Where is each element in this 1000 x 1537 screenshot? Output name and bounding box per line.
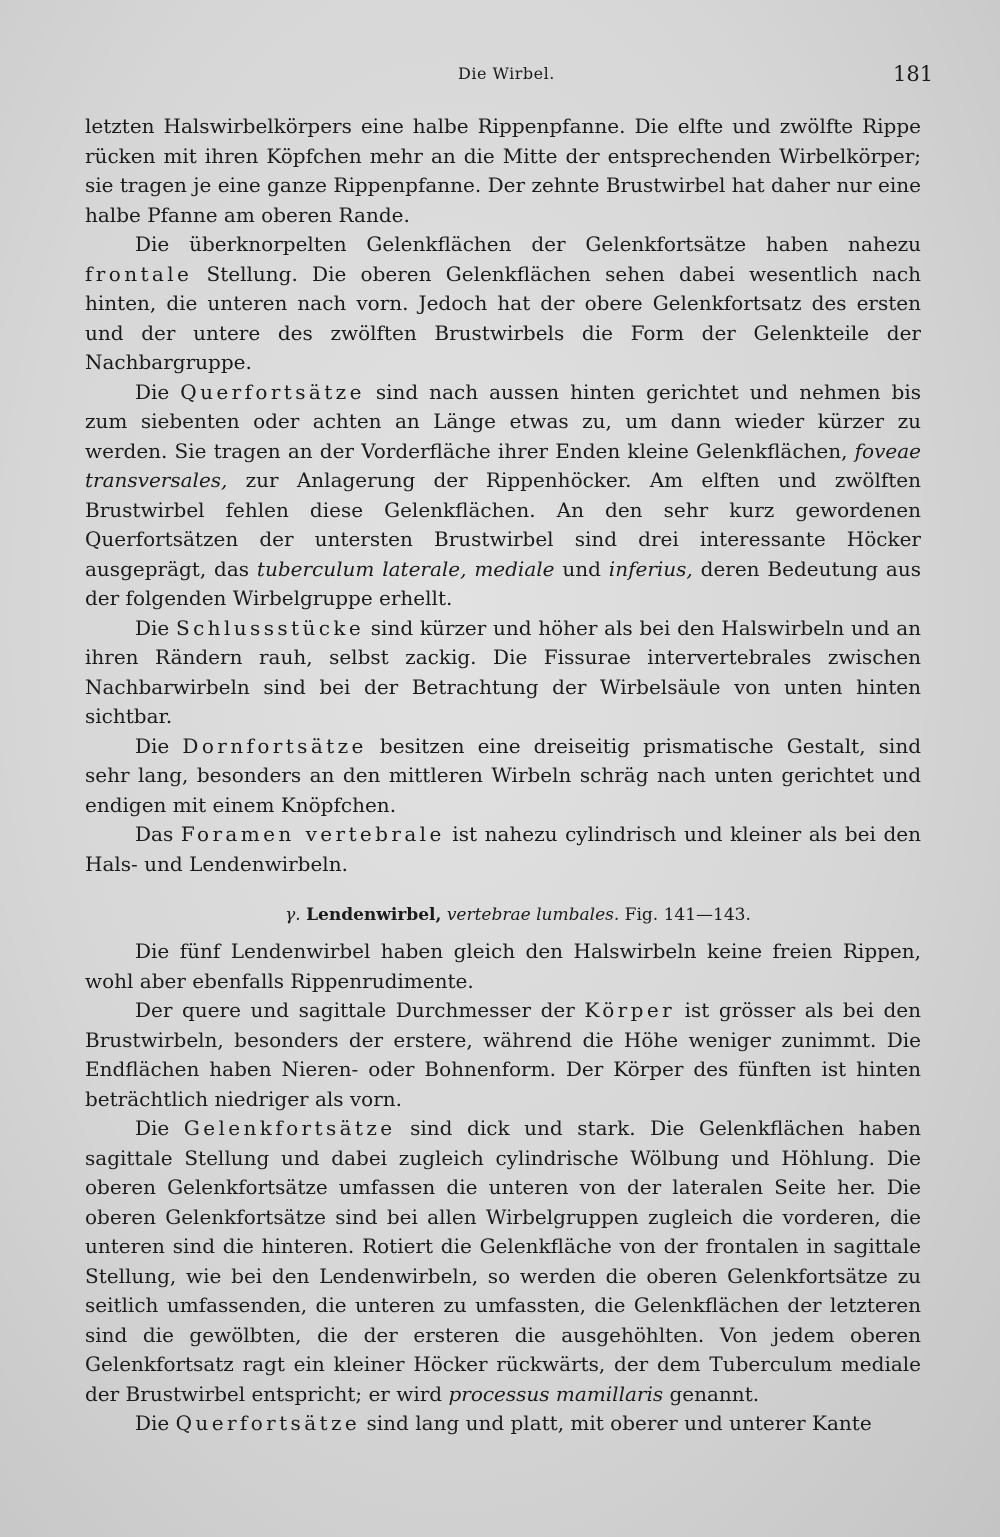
paragraph-schlussstuecke: Die Schlussstücke sind kürzer und höher als bei den Halswirbeln und an ihren Rändern rauh, selbst zackig. Die Fissurae intervertebrales zwischen Nachbarwirbeln sind bei der Betrachtung der Wirbelsäule von unten hinten sichtbar. [85,615,922,728]
section-latin: vertebrae lumbales. [446,905,620,925]
spaced-term: Querfortsätze [175,1411,361,1435]
spaced-term: Körper [584,998,676,1022]
running-title: Die Wirbel. [458,64,555,83]
spaced-term: Querfortsätze [180,379,365,404]
paragraph-continuation: letzten Halswirbelkörpers eine halbe Rippenpfanne. Die elfte und zwölfte Rippe rücken mit ihren Köpfchen mehr an die Mitte der entsprechenden Wirbelkörper; sie tragen je eine ganze Rippenpfanne. Der zehnte Brustwirbel hat daher nur eine halbe Pfanne am oberen Rande. [85,114,921,227]
italic-term: inferius, [608,556,693,581]
paragraph-gelenkfortsaetze: Die Gelenkfortsätze sind dick und stark. Die Gelenkflächen haben sagittale Stellung und dabei zugleich cylindrische Wölbung und Höhlung. Die oberen Gelenkfortsätze umfassen die unteren von der lateralen Seite her. Die oberen Gelenkfortsätze sind bei allen Wirbelgruppen zugleich die vorderen, die unteren sind die hinteren. Rotiert die Gelenkfläche von der frontalen in sagittale Stellung, wie bei den Lendenwirbeln, so werden die oberen Gelenkfortsätze zu seitlich umfassenden, die unteren zu umfassten, die Gelenkflächen der letzteren sind die gewölbten, die der ersteren die ausgehöhlten. Von jedem oberen Gelenkfortsatz ragt ein kleiner Höcker rückwärts, der dem Tuberculum mediale der Brustwirbel entspricht; er wird processus mamillaris genannt. [85,1116,921,1406]
spaced-term: Gelenkfortsätze [183,1116,396,1140]
section-title: Lendenwirbel, [306,905,442,925]
page-number: 181 [893,62,934,86]
spaced-term: Dornfortsätze [182,733,367,758]
italic-term: processus mamillaris [448,1381,664,1406]
paragraph-foramen: Das Foramen vertebrale ist nahezu cylindrisch und kleiner als bei den Hals- und Lendenwirbeln. [85,822,922,876]
paragraph-dornfortsaetze: Die Dornfortsätze besitzen eine dreiseitig prismatische Gestalt, sind sehr lang, besonders an den mittleren Wirbeln schräg nach unten gerichtet und endigen mit einem Knöpfchen. [85,733,922,817]
body-text [85,112,921,1439]
spaced-term: Foramen vertebrale [180,822,445,846]
spaced-term: frontale [85,261,193,286]
paragraph-gelenkflaechen: Die überknorpelten Gelenkflächen der Gelenkfortsätze haben nahezu frontale Stellung. Die oberen Gelenkflächen sehen dabei wesentlich nach hinten, die unteren nach vorn. Jedoch hat der obere Gelenkfortsatz des ersten und der untere des zwölften Brustwirbels die Form der Gelenkteile der Nachbargruppe. [85,232,921,374]
section-heading [85,903,921,927]
figure-reference: Fig. 141—143. [624,905,751,925]
paragraph-koerper: Der quere und sagittale Durchmesser der Körper ist grösser als bei den Brustwirbeln, besonders der erstere, während die Höhe weniger zunimmt. Die Endflächen haben Nieren- oder Bohnenform. Der Körper des fünften ist hinten beträchtlich niedriger als vorn. [85,998,922,1111]
paragraph-lendenwirbel-intro: Die fünf Lendenwirbel haben gleich den Halswirbeln keine freien Rippen, wohl aber ebenfalls Rippenrudimente. [85,939,921,993]
spaced-term: Schlussstücke [175,615,365,640]
paragraph-querfortsaetze: Die Querfortsätze sind nach aussen hinten gerichtet und nehmen bis zum siebenten oder achten an Länge etwas zu, um dann wieder kürzer zu werden. Sie tragen an der Vorderfläche ihrer Enden kleine Gelenkflächen, foveae transversales, zur Anlagerung der Rippenhöcker. Am elften und zwölften Brustwirbel fehlen diese Gelenkflächen. An den sehr kurz gewordenen Querfortsätzen der untersten Brustwirbel sind drei interessante Höcker ausgeprägt, das tuberculum laterale, mediale und inferius, deren Bedeutung aus der folgenden Wirbelgruppe erhellt. [85,379,921,610]
running-head [0,58,1000,90]
paragraph-querfortsaetze-lenden: Die Querfortsätze sind lang und platt, mit oberer und unterer Kante [135,1411,872,1435]
italic-term: tuberculum laterale, mediale [256,556,555,581]
italic-term: foveae transversales, [85,438,921,492]
section-marker: γ. [285,905,301,925]
